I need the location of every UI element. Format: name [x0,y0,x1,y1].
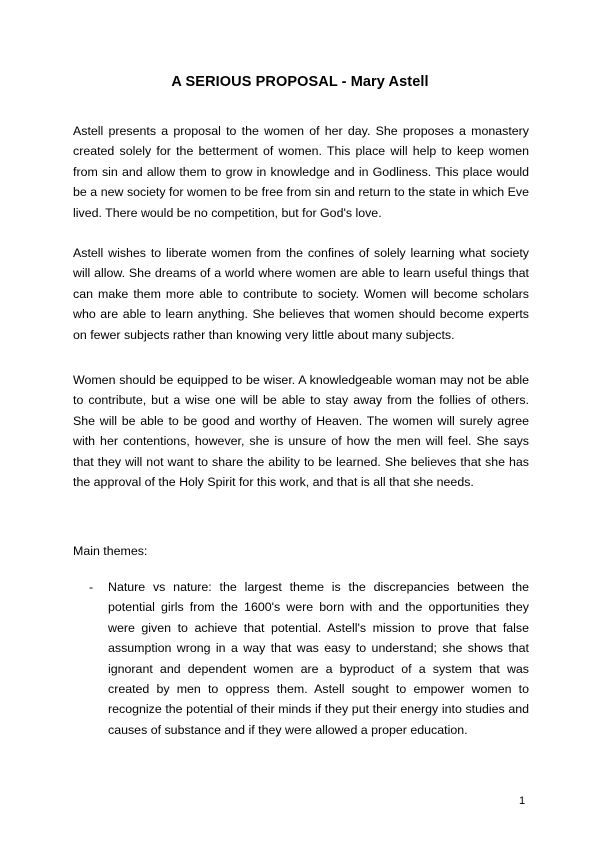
page-title: A SERIOUS PROPOSAL - Mary Astell [171,74,429,90]
paragraph-3: Women should be equipped to be wiser. A knowledgeable woman may not be able to contribute, but a wise one will be able to stay away from the follies of others. She will be able to be good and worthy of Heaven. The women will surely agree with her contentions, however, she is unsure of how the men will feel. She says that they will not want to share the ability to be learned. She believes that she has the approval of the Holy Spirit for this work, and that is all that she needs. [73,373,529,490]
page-number: 1 [519,795,526,807]
theme-list-item: Nature vs nature: the largest theme is the discrepancies between the potential girls from the 1600's were born with and the opportunities they were given to achieve that potential. Astell's mission to prove that false assumption wrong in a way that was easy to understand; she shows that ignorant and dependent women are a byproduct of a system that was created by men to oppress them. Astell sought to empower women to recognize the potential of their minds if they put their energy into studies and causes of substance and if they were allowed a proper education. [108,580,529,737]
themes-heading: Main themes: [73,544,148,558]
paragraph-1: Astell presents a proposal to the women of her day. She proposes a monastery created solely for the betterment of women. This place will help to keep women from sin and allow them to grow in knowledge and in Godliness. This place would be a new society for women to be free from sin and return to the state in which Eve lived. There would be no competition, but for God's love. [73,124,529,220]
bullet-marker: - [89,580,94,594]
paragraph-2: Astell wishes to liberate women from the confines of solely learning what society will allow. She dreams of a world where women are able to learn useful things that can make them more able to contribute to society. Women will become scholars who are able to learn anything. She believes that women should become experts on fewer subjects rather than knowing very little about many subjects. [73,246,529,342]
